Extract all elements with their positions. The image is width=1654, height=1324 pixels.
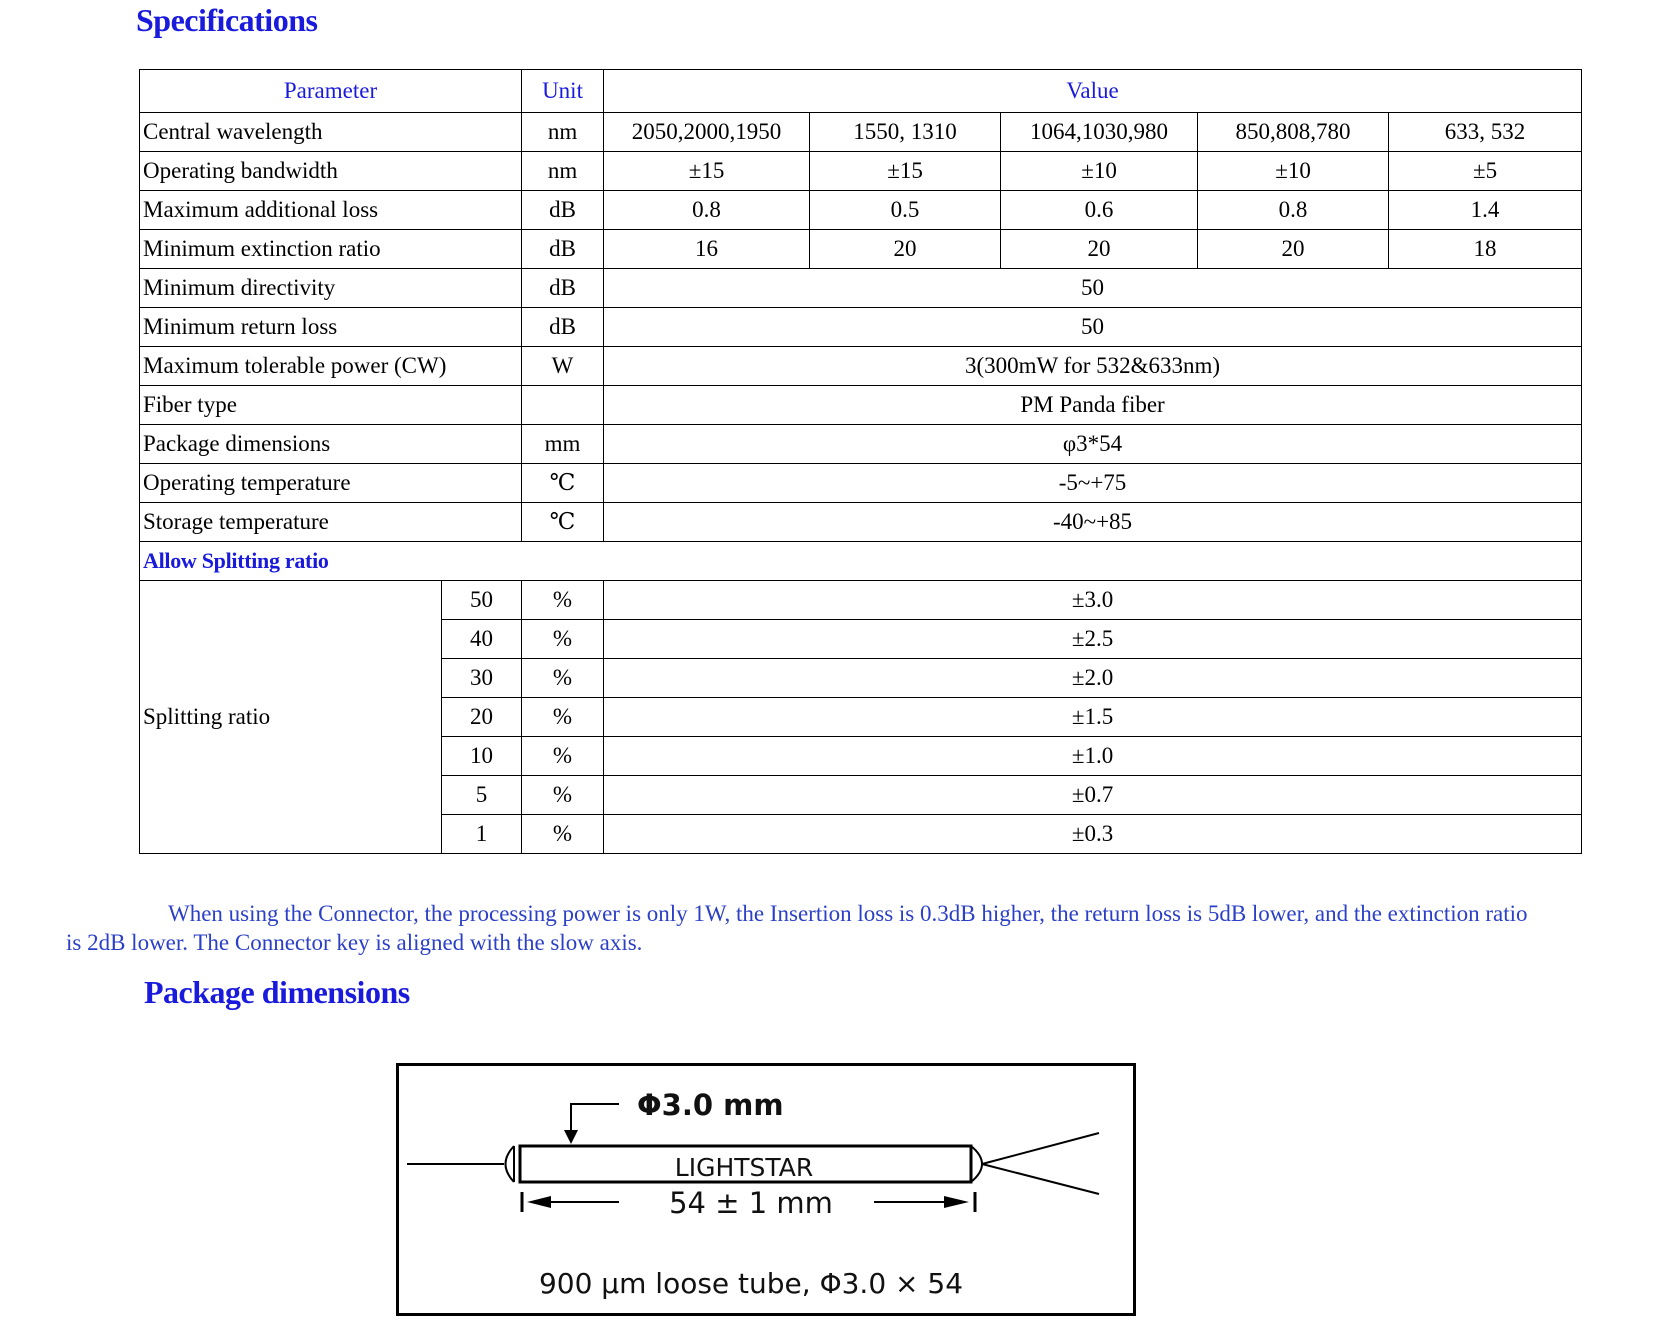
- left-cap: [506, 1146, 515, 1182]
- param-unit: mm: [522, 425, 604, 464]
- param-name: Fiber type: [140, 386, 522, 425]
- table-row: [140, 113, 1582, 152]
- split-unit: %: [522, 698, 604, 737]
- split-ratio: 40: [442, 620, 522, 659]
- param-value: 1550, 1310: [810, 113, 1001, 152]
- param-name: Central wavelength: [140, 113, 522, 152]
- param-value: 2050,2000,1950: [604, 113, 810, 152]
- param-unit: [522, 386, 604, 425]
- param-value: 20: [810, 230, 1001, 269]
- param-value: 16: [604, 230, 810, 269]
- header-value: Value: [604, 70, 1582, 113]
- param-value: 50: [604, 269, 1582, 308]
- split-tolerance: ±3.0: [604, 581, 1582, 620]
- header-unit: Unit: [522, 70, 604, 113]
- param-name: Maximum additional loss: [140, 191, 522, 230]
- split-unit: %: [522, 581, 604, 620]
- connector-note-text: When using the Connector, the processing power is only 1W, the Insertion loss is 0.3dB higher, the return loss is 5dB lower, and the extinction ratio is 2dB lower. The Connector key is aligned with the slow axis.: [66, 901, 1528, 955]
- diameter-arrowhead: [564, 1130, 578, 1144]
- split-tolerance: ±1.0: [604, 737, 1582, 776]
- param-value: φ3*54: [604, 425, 1582, 464]
- param-value: 850,808,780: [1198, 113, 1389, 152]
- param-value: 1064,1030,980: [1001, 113, 1198, 152]
- table-row: [140, 503, 1582, 542]
- param-value: 0.6: [1001, 191, 1198, 230]
- table-row: [140, 425, 1582, 464]
- split-unit: %: [522, 659, 604, 698]
- param-name: Maximum tolerable power (CW): [140, 347, 522, 386]
- param-value: 0.5: [810, 191, 1001, 230]
- table-row: [140, 152, 1582, 191]
- diameter-leader: [571, 1104, 619, 1132]
- table-row: [140, 269, 1582, 308]
- split-ratio: 20: [442, 698, 522, 737]
- param-value: 3(300mW for 532&633nm): [604, 347, 1582, 386]
- split-tolerance: ±0.3: [604, 815, 1582, 854]
- right-cap: [971, 1146, 982, 1182]
- split-unit: %: [522, 815, 604, 854]
- param-unit: dB: [522, 308, 604, 347]
- split-ratio: 50: [442, 581, 522, 620]
- param-unit: ℃: [522, 503, 604, 542]
- split-tolerance: ±0.7: [604, 776, 1582, 815]
- split-unit: %: [522, 620, 604, 659]
- param-unit: nm: [522, 113, 604, 152]
- package-drawing: [399, 1066, 1133, 1313]
- param-unit: dB: [522, 269, 604, 308]
- connector-note: [66, 899, 1546, 957]
- param-value: 633, 532: [1389, 113, 1582, 152]
- param-name: Minimum return loss: [140, 308, 522, 347]
- length-arrow-left: [527, 1196, 551, 1208]
- split-tolerance: ±2.0: [604, 659, 1582, 698]
- allow-splitting-ratio-label: Allow Splitting ratio: [140, 542, 1582, 581]
- brand-label: LIGHTSTAR: [674, 1153, 814, 1182]
- table-row: [140, 464, 1582, 503]
- param-unit: dB: [522, 191, 604, 230]
- param-value: -40~+85: [604, 503, 1582, 542]
- param-value: ±15: [604, 152, 810, 191]
- param-value: 0.8: [604, 191, 810, 230]
- splitting-row: [140, 581, 1582, 620]
- diameter-label: Φ3.0 mm: [637, 1088, 784, 1122]
- table-row: [140, 308, 1582, 347]
- param-name: Operating bandwidth: [140, 152, 522, 191]
- param-value: ±10: [1001, 152, 1198, 191]
- table-header-row: [140, 70, 1582, 113]
- param-unit: ℃: [522, 464, 604, 503]
- table-row: [140, 347, 1582, 386]
- param-name: Package dimensions: [140, 425, 522, 464]
- param-value: ±15: [810, 152, 1001, 191]
- param-value: 50: [604, 308, 1582, 347]
- figure-caption: 900 μm loose tube, Φ3.0 × 54: [538, 1267, 964, 1300]
- param-unit: nm: [522, 152, 604, 191]
- split-ratio: 30: [442, 659, 522, 698]
- length-label: 54 ± 1 mm: [669, 1186, 833, 1220]
- param-value: ±5: [1389, 152, 1582, 191]
- param-name: Minimum extinction ratio: [140, 230, 522, 269]
- split-ratio: 10: [442, 737, 522, 776]
- specifications-table: [139, 69, 1582, 854]
- specifications-heading: Specifications: [136, 2, 318, 38]
- splitting-ratio-label: Splitting ratio: [140, 581, 442, 854]
- param-name: Storage temperature: [140, 503, 522, 542]
- param-value: -5~+75: [604, 464, 1582, 503]
- param-value: 0.8: [1198, 191, 1389, 230]
- table-row: [140, 230, 1582, 269]
- split-unit: %: [522, 776, 604, 815]
- param-value: 18: [1389, 230, 1582, 269]
- param-value: 20: [1001, 230, 1198, 269]
- section-row: [140, 542, 1582, 581]
- split-ratio: 5: [442, 776, 522, 815]
- split-unit: %: [522, 737, 604, 776]
- param-value: PM Panda fiber: [604, 386, 1582, 425]
- table-row: [140, 191, 1582, 230]
- param-name: Operating temperature: [140, 464, 522, 503]
- header-parameter: Parameter: [140, 70, 522, 113]
- split-tolerance: ±1.5: [604, 698, 1582, 737]
- table-row: [140, 386, 1582, 425]
- package-dimensions-heading: Package dimensions: [144, 974, 410, 1010]
- param-value: 1.4: [1389, 191, 1582, 230]
- split-tolerance: ±2.5: [604, 620, 1582, 659]
- split-ratio: 1: [442, 815, 522, 854]
- param-value: ±10: [1198, 152, 1389, 191]
- param-unit: dB: [522, 230, 604, 269]
- length-arrow-right: [944, 1196, 969, 1208]
- param-unit: W: [522, 347, 604, 386]
- output-fibers: [982, 1133, 1099, 1194]
- param-name: Minimum directivity: [140, 269, 522, 308]
- param-value: 20: [1198, 230, 1389, 269]
- package-dimension-diagram: [396, 1063, 1136, 1316]
